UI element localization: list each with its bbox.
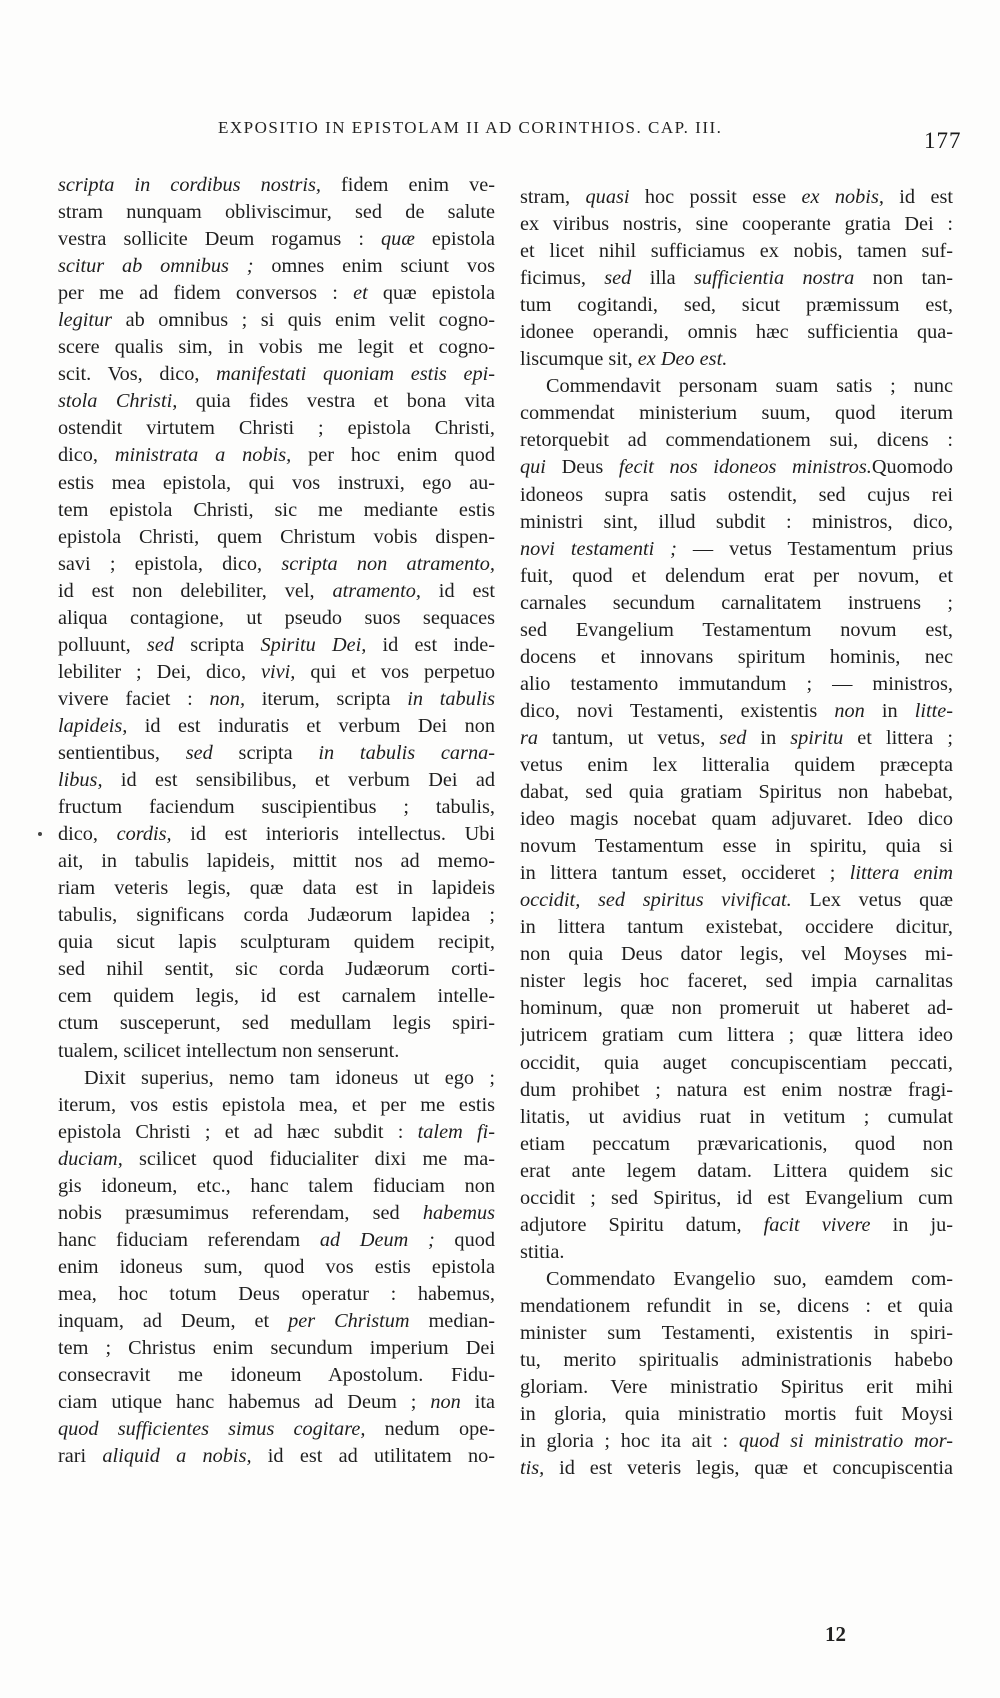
text-segment: vetus enim lex litteralia quidem præcepta [520,753,953,776]
italic-text: non [834,699,865,722]
text-line [520,725,953,752]
running-head: EXPOSITIO IN EPISTOLAM II AD CORINTHIOS. CAP. III. [218,118,723,137]
italic-text: scripta non atramento, [281,552,495,575]
text-segment: inquam, ad Deum, et [58,1309,289,1332]
text-line [58,956,495,983]
text-segment: rari [58,1445,103,1468]
text-line [520,1374,953,1401]
text-segment: erat ante legem datam. Littera quidem sic [520,1159,953,1182]
text-segment: scere qualis sim, in vobis me legit et cogno- [58,336,495,359]
text-segment: etiam peccatum prævaricationis, quod non [520,1132,953,1155]
text-segment: retorquebit ad commendationem sui, dicens : [520,429,953,452]
text-line [520,1239,953,1266]
text-line [520,968,953,995]
text-segment: median- [409,1309,495,1332]
text-segment: ex viribus nostris, sine cooperante gratia Dei : [520,213,953,236]
italic-text: duciam, [58,1147,123,1170]
italic-text: Spiritu Dei, [260,633,367,656]
text-line [58,1227,495,1254]
text-line [58,334,495,361]
text-segment: hominum, quæ non promeruit ut haberet ad- [520,997,953,1020]
text-line [520,1320,953,1347]
text-segment: quæ epistola [367,282,495,305]
text-line [58,1010,495,1037]
text-line [58,1443,495,1470]
text-line [58,875,495,902]
text-segment: stram nunquam obliviscimur, sed de salute [58,201,495,224]
italic-text: non [430,1391,461,1414]
italic-text: sed [719,726,747,749]
italic-text: aliquid a nobis, [102,1445,252,1468]
text-line [520,995,953,1022]
text-line [58,1281,495,1308]
text-line [520,941,953,968]
text-segment: quia sicut lapis sculpturam quidem recipit, [58,931,495,954]
italic-text: scitur ab omnibus ; [58,255,254,278]
text-line [58,821,495,848]
text-line [58,767,495,794]
text-line [520,644,953,671]
text-segment: stram, [520,186,586,208]
italic-text: ministrata a nobis, [114,444,292,467]
text-line [58,902,495,929]
text-line [520,1158,953,1185]
italic-text: ex Deo est. [637,348,728,371]
italic-text: stola Christi, [58,390,178,413]
text-segment: nobis præsumimus referendam, sed [58,1201,423,1224]
text-segment: estis mea epistola, qui vos instruxi, ego au- [58,471,495,494]
text-segment: adjutore Spiritu datum, [520,1213,764,1236]
text-line [58,1038,495,1065]
text-segment: tem ; Christus enim secundum imperium Dei [58,1337,495,1360]
text-segment: mendationem refundit in se, dicens : et quia [520,1294,953,1317]
text-segment: epistola Christi, quem Christum vobis dispen- [58,525,495,548]
text-segment: et licet nihil sufficiamus ex nobis, tamen suf- [520,240,953,263]
text-segment: — vetus Testamentum prius [676,537,953,560]
text-segment: per me ad fidem conversos : [58,282,354,305]
text-line [520,671,953,698]
text-line [520,779,953,806]
text-segment: idoneos supra satis ostendit, sed cujus rei [520,483,953,506]
text-line [58,470,495,497]
text-segment: in gloria, quia ministratio mortis fuit Moysi [520,1403,953,1426]
text-segment: occidit ; sed Spiritus, id est Evangelium cum [520,1186,953,1209]
text-line [58,848,495,875]
italic-text: sufficientia nostra [693,267,855,290]
text-line [520,265,953,292]
text-line [520,400,953,427]
italic-text: litte- [914,699,953,722]
text-line [520,1212,953,1239]
text-segment: docens et innovans spiritum hominis, nec [520,645,953,668]
text-segment: occidit, quia auget concupiscentiam peccati, [520,1051,953,1074]
italic-text: libus, [58,769,103,792]
text-line [520,1050,953,1077]
text-segment: id est ad utilitatem no- [251,1445,495,1468]
text-segment: stitia. [520,1240,565,1263]
text-line [520,373,953,400]
text-segment: quia fides vestra et bona vita [177,390,495,413]
text-segment: et littera ; [843,726,953,749]
italic-text: quod sufficientes simus cogitare, [58,1418,366,1441]
text-segment: gis idoneum, etc., hanc talem fiduciam non [58,1174,495,1197]
italic-text: ra [520,726,539,749]
text-segment: Dixit superius, nemo tam idoneus ut ego ; [84,1066,495,1089]
text-segment: alio testamento immutandum ; — ministros, [520,672,953,695]
text-line [520,184,953,211]
text-segment: in littera tantum existebat, occidere dicitur, [520,916,953,939]
text-line [520,914,953,941]
text-segment: nister legis hoc faceret, sed impia carnalitas [520,970,953,993]
text-line [520,806,953,833]
left-column [58,172,495,1470]
text-segment: per hoc enim quod [291,444,495,467]
text-line [58,659,495,686]
text-segment: Commendavit personam suam satis ; nunc [546,375,953,398]
text-segment: in [864,699,915,722]
text-segment: Quomodo [871,456,953,479]
text-line [520,238,953,265]
italic-text: fecit nos idoneos ministros. [618,456,872,479]
italic-text: qui [520,456,546,479]
text-line [520,1185,953,1212]
text-line [58,632,495,659]
text-segment: tum cogitandi, sed, sicut præmissum est, [520,294,953,317]
text-line [520,1401,953,1428]
text-line [58,172,495,199]
text-segment: cem quidem legis, id est carnalem intelle- [58,985,495,1008]
text-line [58,388,495,415]
text-segment: id est sensibilibus, et verbum Dei ad [102,769,495,792]
page-number: 177 [924,128,962,153]
text-segment: tem epistola Christi, sic me mediante estis [58,498,495,521]
italic-text: non, [209,687,246,710]
text-line [58,1308,495,1335]
signature-mark: 12 [825,1622,846,1646]
text-line [58,686,495,713]
text-line [58,361,495,388]
text-line [58,1200,495,1227]
text-segment: in littera tantum esset, occideret ; [520,862,850,885]
text-segment: tabulis, significans corda Judæorum lapidea ; [58,904,495,927]
text-segment: iterum, scripta [245,687,408,710]
text-segment: ciam utique hanc habemus ad Deum ; [58,1391,431,1414]
italic-text: occidit, sed spiritus vivificat. [520,889,792,912]
text-segment: polluunt, [58,633,147,656]
text-segment: Lex vetus quæ [791,889,953,912]
text-line [520,1347,953,1374]
text-segment: vestra sollicite Deum rogamus : [58,228,382,251]
text-segment: tantum, ut vetus, [538,726,720,749]
italic-text: lapideis, [58,714,128,737]
text-line [58,280,495,307]
text-segment: commendat ministerium suum, quod iterum [520,402,953,425]
text-line [520,887,953,914]
text-segment: liscumque sit, [520,348,638,371]
text-line [520,563,953,590]
italic-text: vivi, [261,660,296,683]
text-segment: in gloria ; hoc ita ait : [520,1430,739,1453]
text-segment: aliqua contagione, ut pseudo suos sequaces [58,606,495,629]
text-segment: sed Evangelium Testamentum novum est, [520,618,953,641]
italic-text: sed [146,633,174,656]
text-segment: fidem enim ve- [320,174,495,196]
text-segment: quod [434,1228,495,1251]
text-segment: qui et vos perpetuo [295,660,495,683]
margin-mark [38,832,42,836]
italic-text: atramento, [332,579,421,602]
text-line [520,752,953,779]
text-segment: omnes enim sciunt vos [253,255,495,278]
text-line [58,1173,495,1200]
text-line [58,1119,495,1146]
text-segment: dico, [58,823,117,846]
text-line [58,442,495,469]
text-line [520,454,953,481]
text-line [58,983,495,1010]
text-segment: enim idoneus sum, quod vos estis epistola [58,1255,495,1278]
text-line [58,1092,495,1119]
text-segment: id est veteris legis, quæ et concupiscentia [544,1457,953,1480]
italic-text: talem fi- [417,1120,495,1143]
text-segment: id est inde- [366,633,495,656]
text-line [520,1428,953,1455]
text-line [520,509,953,536]
italic-text: sed [604,267,632,290]
italic-text: manifestati quoniam estis epi- [216,363,495,386]
text-line [58,199,495,226]
text-segment: id est non delebiliter, vel, [58,579,333,602]
text-segment: scripta [173,633,261,656]
text-segment: id est induratis et verbum Dei non [127,714,495,737]
text-segment: fuit, quod et delendum erat per novum, et [520,564,953,587]
italic-text: in tabulis [407,687,495,710]
text-segment: fructum faciendum suscipientibus ; tabulis, [58,796,495,819]
text-line [58,1254,495,1281]
italic-text: spiritu [790,726,844,749]
text-line [58,1362,495,1389]
text-segment: sentientibus, [58,741,186,764]
text-line [520,1104,953,1131]
text-segment: id est [420,579,495,602]
italic-text: ad Deum ; [319,1228,435,1251]
text-segment: tu, merito spiritualis administrationis habebo [520,1349,953,1372]
text-line [520,536,953,563]
text-segment: ab omnibus ; si quis enim velit cogno- [112,309,495,332]
text-segment: tualem, scilicet intellectum non senserunt. [58,1039,400,1062]
text-segment: dico, novi Testamenti, existentis [520,699,835,722]
text-segment: dabat, sed quia gratiam Spiritus non habebat, [520,781,953,804]
italic-text: in tabulis carna- [318,741,495,764]
italic-text: quasi [585,186,630,208]
text-segment: vivere faciet : [58,687,210,710]
text-line [520,319,953,346]
text-line [520,211,953,238]
italic-text: cordis, [116,823,172,846]
text-line [58,1335,495,1362]
text-segment: consecravit me idoneum Apostolum. Fidu- [58,1364,495,1387]
text-segment: ait, in tabulis lapideis, mittit nos ad memo- [58,850,495,873]
text-line [58,226,495,253]
text-segment: sed nihil sentit, sic corda Judæorum corti- [58,958,495,981]
text-segment: id est [883,186,953,208]
text-segment: gloriam. Vere ministratio Spiritus erit mihi [520,1376,953,1399]
text-line [520,1266,953,1293]
text-line [58,497,495,524]
text-segment: scripta [212,741,319,764]
text-line [520,1077,953,1104]
text-segment: ita [460,1391,495,1414]
text-segment: epistola [414,228,495,251]
text-line [58,578,495,605]
text-line [58,713,495,740]
italic-text: scripta in cordibus nostris, [58,174,321,196]
text-line [58,1416,495,1443]
text-line [520,1131,953,1158]
text-line [58,929,495,956]
italic-text: legitur [58,309,113,332]
text-segment: jutricem gratiam cum littera ; quæ littera ideo [520,1024,953,1047]
italic-text: habemus [422,1201,495,1224]
text-segment: hanc fiduciam referendam [58,1228,320,1251]
text-line [58,551,495,578]
text-line [520,1022,953,1049]
text-segment: non tan- [854,267,953,290]
italic-text: novi testamenti ; [520,537,677,560]
text-segment: scilicet quod fiducialiter dixi me ma- [122,1147,495,1170]
italic-text: ex nobis, [801,186,884,208]
text-segment: ctum susceperunt, sed medullam legis spiri- [58,1012,495,1035]
text-line [520,482,953,509]
text-segment: ideo magis nocebat quam adjuvaret. Ideo dico [520,808,953,831]
italic-text: et [353,282,368,305]
text-segment: illa [631,267,694,290]
text-segment: hoc possit esse [629,186,802,208]
text-line [58,1146,495,1173]
text-line [520,860,953,887]
text-segment: mea, hoc totum Deus operatur : habemus, [58,1282,495,1305]
text-line [520,292,953,319]
text-segment: scit. Vos, dico, [58,363,217,386]
text-line [520,346,953,373]
italic-text: quod si ministratio mor- [738,1430,953,1453]
text-segment: lebiliter ; Dei, dico, [58,660,262,683]
text-segment: litatis, ut avidius ruat in vetitum ; cumulat [520,1105,953,1128]
text-segment: carnales secundum carnalitatem instruens ; [520,591,953,614]
text-segment: idonee operandi, omnis hæc sufficientia qua- [520,321,953,344]
text-line [58,524,495,551]
text-segment: Deus [545,456,619,479]
text-segment: id est interioris intellectus. Ubi [171,823,495,846]
text-line [520,617,953,644]
text-segment: minister sum Testamenti, existentis in spiri- [520,1321,953,1344]
text-segment: novum Testamentum esse in spiritu, quia si [520,835,953,858]
text-line [520,590,953,617]
italic-text: quæ [381,228,415,251]
text-segment: ficimus, [520,267,605,290]
italic-text: littera enim [849,862,953,885]
text-segment: dico, [58,444,115,467]
text-segment: riam veteris legis, quæ data est in lapideis [58,877,495,900]
text-segment: iterum, vos estis epistola mea, et per me estis [58,1093,495,1116]
italic-text: facit vivere [763,1213,871,1236]
text-segment: in ju- [870,1213,953,1236]
text-segment: ostendit virtutem Christi ; epistola Christi, [58,417,495,440]
text-segment: Commendato Evangelio suo, eamdem com- [546,1267,953,1290]
text-line [58,740,495,767]
text-line [58,1389,495,1416]
text-line [58,307,495,334]
text-line [520,833,953,860]
italic-text: per Christum [288,1309,410,1332]
text-segment: epistola Christi ; et ad hæc subdit : [58,1120,418,1143]
text-line [58,253,495,280]
text-segment: savi ; epistola, dico, [58,552,282,575]
text-segment: in [746,726,791,749]
italic-text: tis, [520,1457,545,1480]
text-line [520,427,953,454]
text-line [58,794,495,821]
text-segment: nedum ope- [365,1418,495,1441]
text-line [58,415,495,442]
text-line [520,1455,953,1482]
text-line [520,698,953,725]
text-segment: dum prohibet ; natura est enim nostræ fragi- [520,1078,953,1101]
italic-text: sed [185,741,213,764]
text-line [520,1293,953,1320]
text-segment: ministri sint, illud subdit : ministros, dico, [520,510,953,533]
text-line [58,605,495,632]
right-column [520,184,953,1482]
text-segment: non quia Deus dator legis, vel Moyses mi- [520,943,953,966]
text-line [58,1065,495,1092]
